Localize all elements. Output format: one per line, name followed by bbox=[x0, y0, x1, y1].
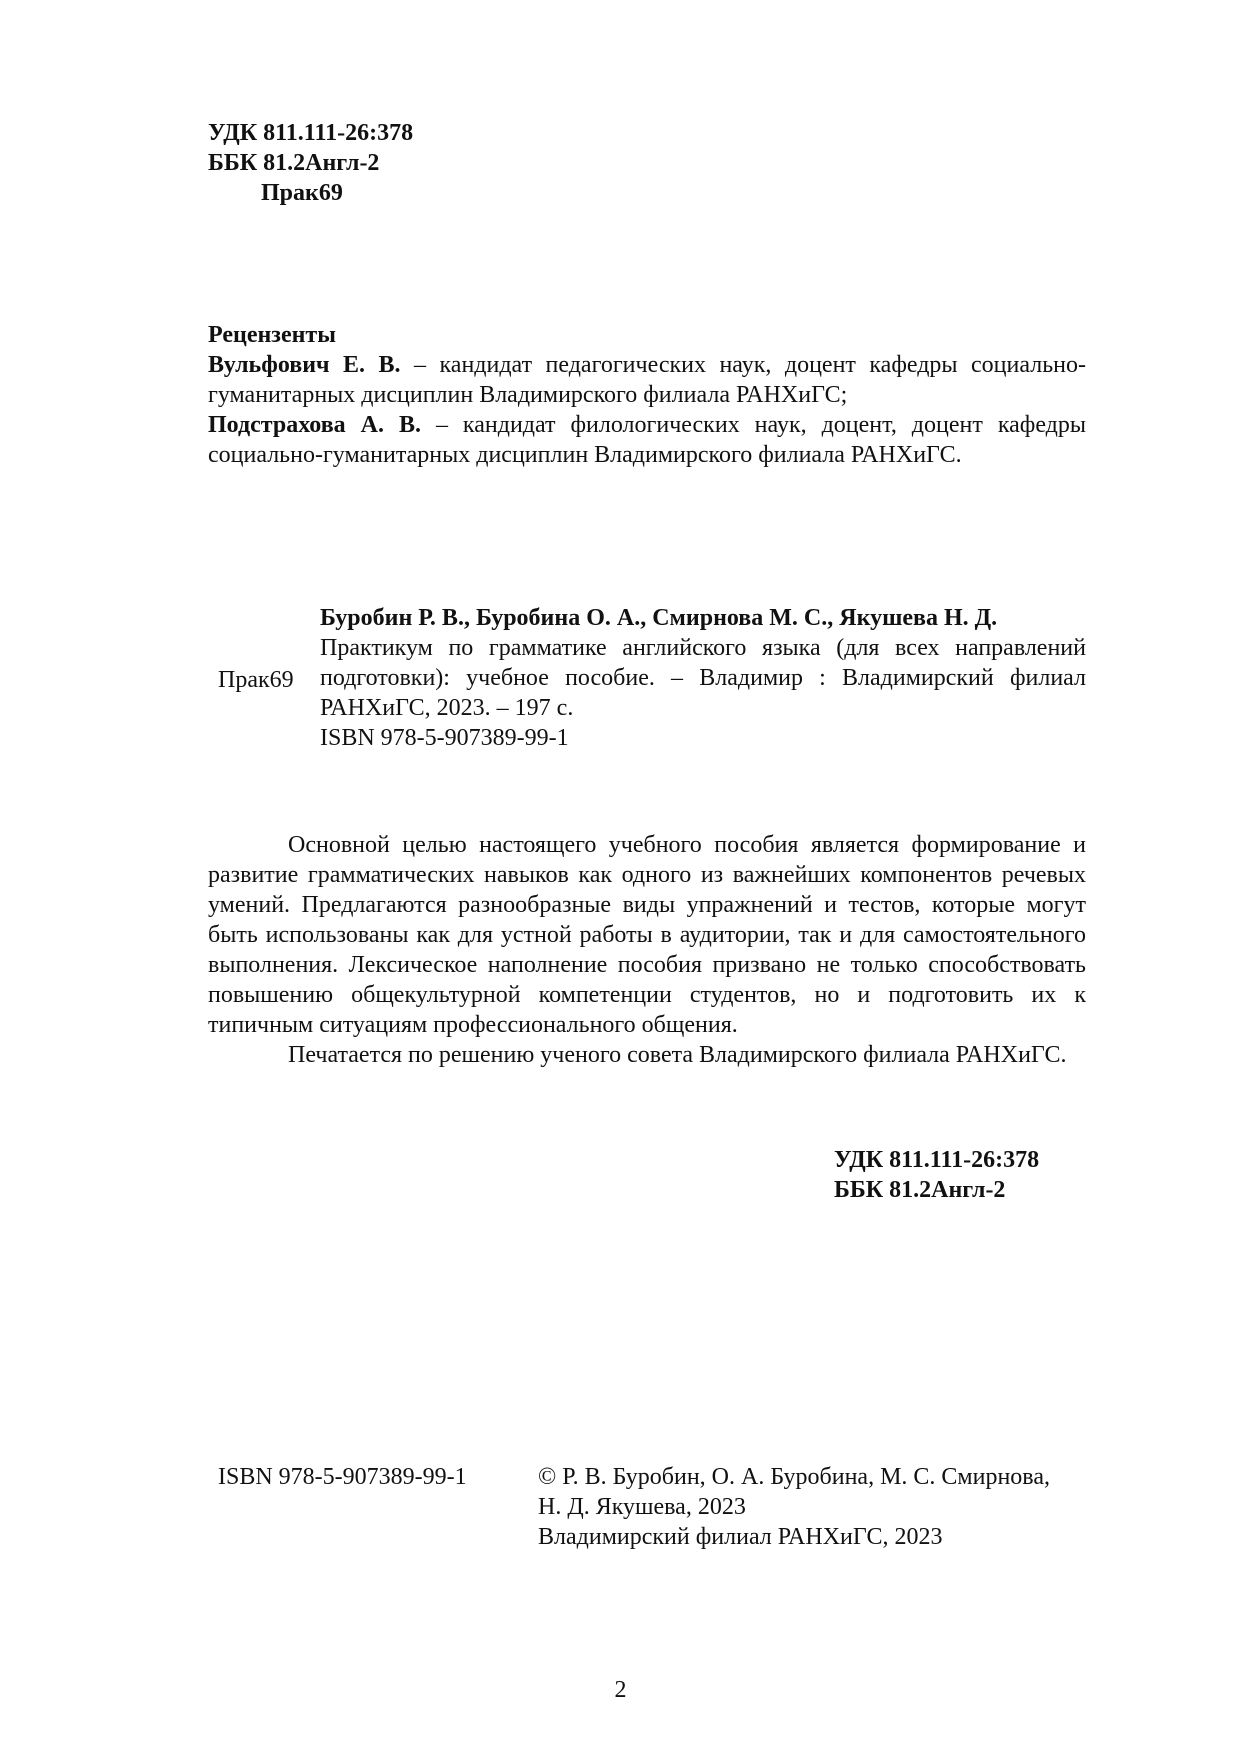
page-number: 2 bbox=[614, 1677, 627, 1703]
copyright-line: Н. Д. Якушева, 2023 bbox=[538, 1494, 746, 1520]
udk-code: УДК 811.111-26:378 bbox=[208, 120, 414, 146]
book-description: Практикум по грамматике английского языка (для всех направлений подготовки): учебное пособие. – Владимир : Владимирский филиал РАНХиГС, 2023. – 197 с. bbox=[320, 635, 1086, 721]
author-code: Прак69 bbox=[261, 180, 343, 206]
bbk-code: ББК 81.2Англ-2 bbox=[208, 150, 380, 176]
abstract-paragraph: Основной целью настоящего учебного пособия является формирование и развитие грамматических навыков как одного из важнейших компонентов речевых умений. Предлагаются разнообразные виды упражнений и тестов, которые могут быть использованы как для устной работы в аудитории, так и для самостоятельного выполнения. Лексическое наполнение пособия призвано не только способствовать повышению общекультурной компетенции студентов, но и подготовить их к типичным ситуациям профессионального общения. bbox=[208, 832, 1086, 1038]
reviewer-entry bbox=[208, 410, 1086, 470]
reviewer-description: – кандидат филологических наук, доцент, доцент кафедры социально-гуманитарных дисциплин Владимирского филиала РАНХиГС. bbox=[208, 412, 1087, 468]
classification-bottom bbox=[834, 1145, 1039, 1205]
reviewer-name: Вульфович Е. В. bbox=[208, 352, 401, 378]
copyright-line: © Р. В. Буробин, О. А. Буробина, М. С. Смирнова, bbox=[538, 1464, 1050, 1490]
classification-top bbox=[208, 118, 413, 208]
reviewer-name: Подстрахова А. В. bbox=[208, 412, 421, 438]
copyright-footer bbox=[218, 1462, 1086, 1552]
author-code-margin: Прак69 bbox=[218, 667, 294, 693]
reviewer-description: – кандидат педагогических наук, доцент кафедры социально-гуманитарных дисциплин Владимирского филиала РАНХиГС; bbox=[208, 352, 1086, 408]
udk-code: УДК 811.111-26:378 bbox=[834, 1147, 1040, 1173]
approval-note: Печатается по решению ученого совета Владимирского филиала РАНХиГС. bbox=[288, 1042, 1067, 1068]
footer-isbn: ISBN 978-5-907389-99-1 bbox=[218, 1464, 467, 1490]
bibliographic-record bbox=[208, 603, 1086, 753]
reviewer-entry bbox=[208, 350, 1086, 410]
abstract-section bbox=[208, 830, 1086, 1070]
isbn-line: ISBN 978-5-907389-99-1 bbox=[320, 725, 569, 751]
authors-line: Буробин Р. В., Буробина О. А., Смирнова М. С., Якушева Н. Д. bbox=[320, 605, 998, 631]
reviewers-section bbox=[208, 320, 1086, 470]
reviewers-heading: Рецензенты bbox=[208, 322, 336, 348]
copyright-line: Владимирский филиал РАНХиГС, 2023 bbox=[538, 1524, 943, 1550]
bbk-code: ББК 81.2Англ-2 bbox=[834, 1177, 1006, 1203]
